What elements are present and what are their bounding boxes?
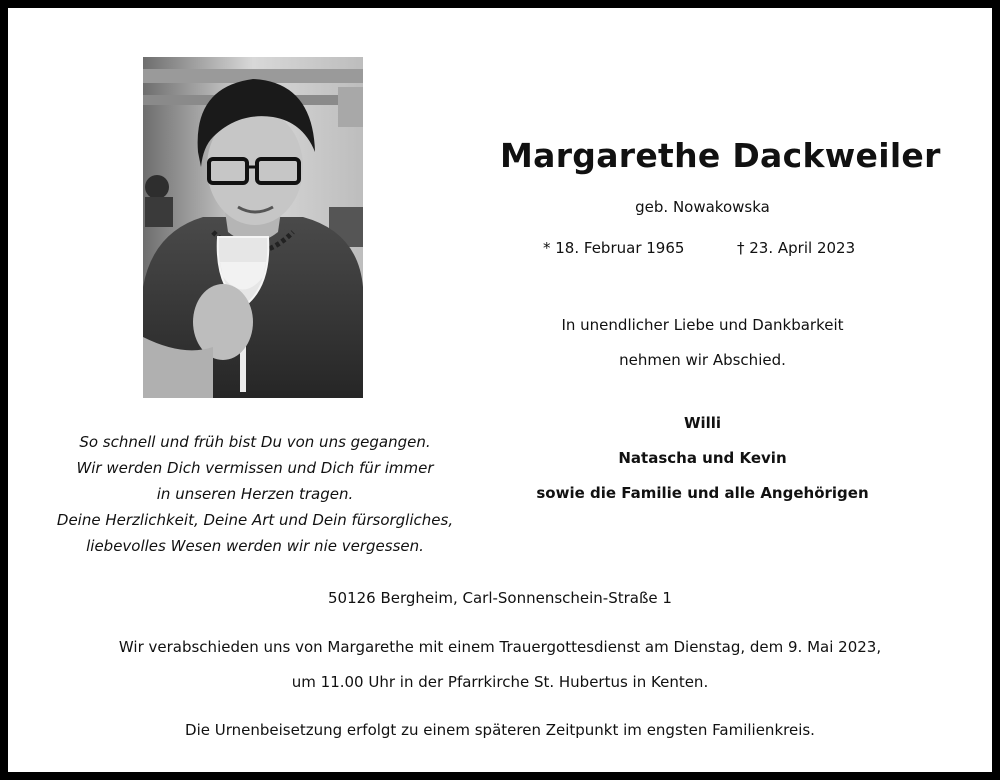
address: 50126 Bergheim, Carl-Sonnenschein-Straße 1	[328, 589, 672, 607]
service-line-2: um 11.00 Uhr in der Pfarrkirche St. Hubertus in Kenten.	[291, 673, 709, 691]
burial-note: Die Urnenbeisetzung erfolgt zu einem späteren Zeitpunkt im engsten Familienkreis.	[185, 721, 815, 739]
poem-line: in unseren Herzen tragen.	[156, 485, 354, 503]
birth-date: * 18. Februar 1965	[543, 239, 685, 257]
birth-name: geb. Nowakowska	[635, 198, 770, 216]
farewell-line-1: In unendlicher Liebe und Dankbarkeit	[561, 316, 844, 334]
death-date: † 23. April 2023	[737, 239, 856, 257]
poem-line: liebevolles Wesen werden wir nie vergessen.	[86, 537, 424, 555]
service-line-1: Wir verabschieden uns von Margarethe mit einem Trauergottesdienst am Dienstag, dem 9. Mai 2023,	[118, 638, 882, 656]
poem-line: Wir werden Dich vermissen und Dich für immer	[76, 459, 434, 477]
mourner-name: Natascha und Kevin	[618, 449, 787, 467]
poem-line: So schnell und früh bist Du von uns gegangen.	[79, 433, 431, 451]
mourner-name: Willi	[683, 414, 722, 432]
mourner-name: sowie die Familie und alle Angehörigen	[536, 484, 869, 502]
deceased-name: Margarethe Dackweiler	[500, 136, 941, 175]
farewell-line-2: nehmen wir Abschied.	[619, 351, 786, 369]
portrait-photo	[143, 57, 363, 398]
poem-line: Deine Herzlichkeit, Deine Art und Dein fürsorgliches,	[56, 511, 454, 529]
poem	[40, 429, 470, 559]
